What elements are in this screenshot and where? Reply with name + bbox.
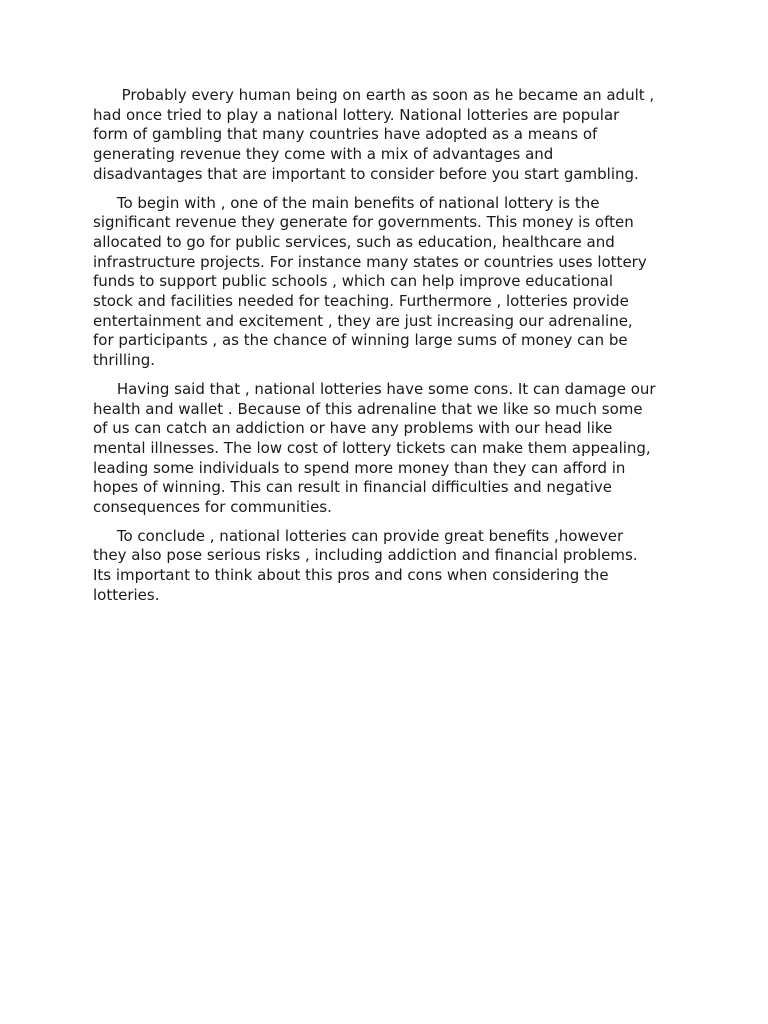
text-line: funds to support public schools , which can help improve educational xyxy=(93,272,614,291)
text-line: To begin with , one of the main benefits of national lottery is the xyxy=(93,193,600,212)
text-line: they also pose serious risks , including addiction and financial problems. xyxy=(93,546,638,565)
text-line: infrastructure projects. For instance many states or countries uses lottery xyxy=(93,252,647,271)
text-line: of us can catch an addiction or have any problems with our head like xyxy=(93,419,613,438)
text-line: entertainment and excitement , they are just increasing our adrenaline, xyxy=(93,311,633,330)
text-line: generating revenue they come with a mix of advantages and xyxy=(93,145,554,164)
text-line: had once tried to play a national lottery. National lotteries are popular xyxy=(93,105,620,124)
text-line: Its important to think about this pros and cons when considering the xyxy=(93,566,609,585)
text-line: Having said that , national lotteries have some cons. It can damage our xyxy=(93,379,656,398)
text-line: health and wallet . Because of this adrenaline that we like so much some xyxy=(93,399,643,418)
document-body xyxy=(93,86,693,615)
text-line: leading some individuals to spend more money than they can afford in xyxy=(93,458,626,477)
text-line: mental illnesses. The low cost of lottery tickets can make them appealing, xyxy=(93,438,651,457)
text-line: hopes of winning. This can result in financial difficulties and negative xyxy=(93,478,612,497)
text-line: To conclude , national lotteries can provide great benefits ,however xyxy=(93,526,624,545)
text-line: consequences for communities. xyxy=(93,498,332,517)
text-line: stock and facilities needed for teaching. Furthermore , lotteries provide xyxy=(93,292,629,311)
paragraph-benefits xyxy=(93,194,693,371)
paragraph-cons xyxy=(93,380,693,518)
paragraph-introduction xyxy=(93,86,693,185)
text-line: for participants , as the chance of winning large sums of money can be xyxy=(93,331,628,350)
text-line: Probably every human being on earth as soon as he became an adult , xyxy=(93,86,655,104)
text-line: significant revenue they generate for governments. This money is often xyxy=(93,213,634,232)
text-line: thrilling. xyxy=(93,351,156,370)
text-line: allocated to go for public services, such as education, healthcare and xyxy=(93,232,615,251)
text-line: lotteries. xyxy=(93,585,160,604)
text-line: form of gambling that many countries have adopted as a means of xyxy=(93,125,598,144)
text-line: disadvantages that are important to consider before you start gambling. xyxy=(93,164,639,183)
paragraph-conclusion xyxy=(93,527,693,606)
